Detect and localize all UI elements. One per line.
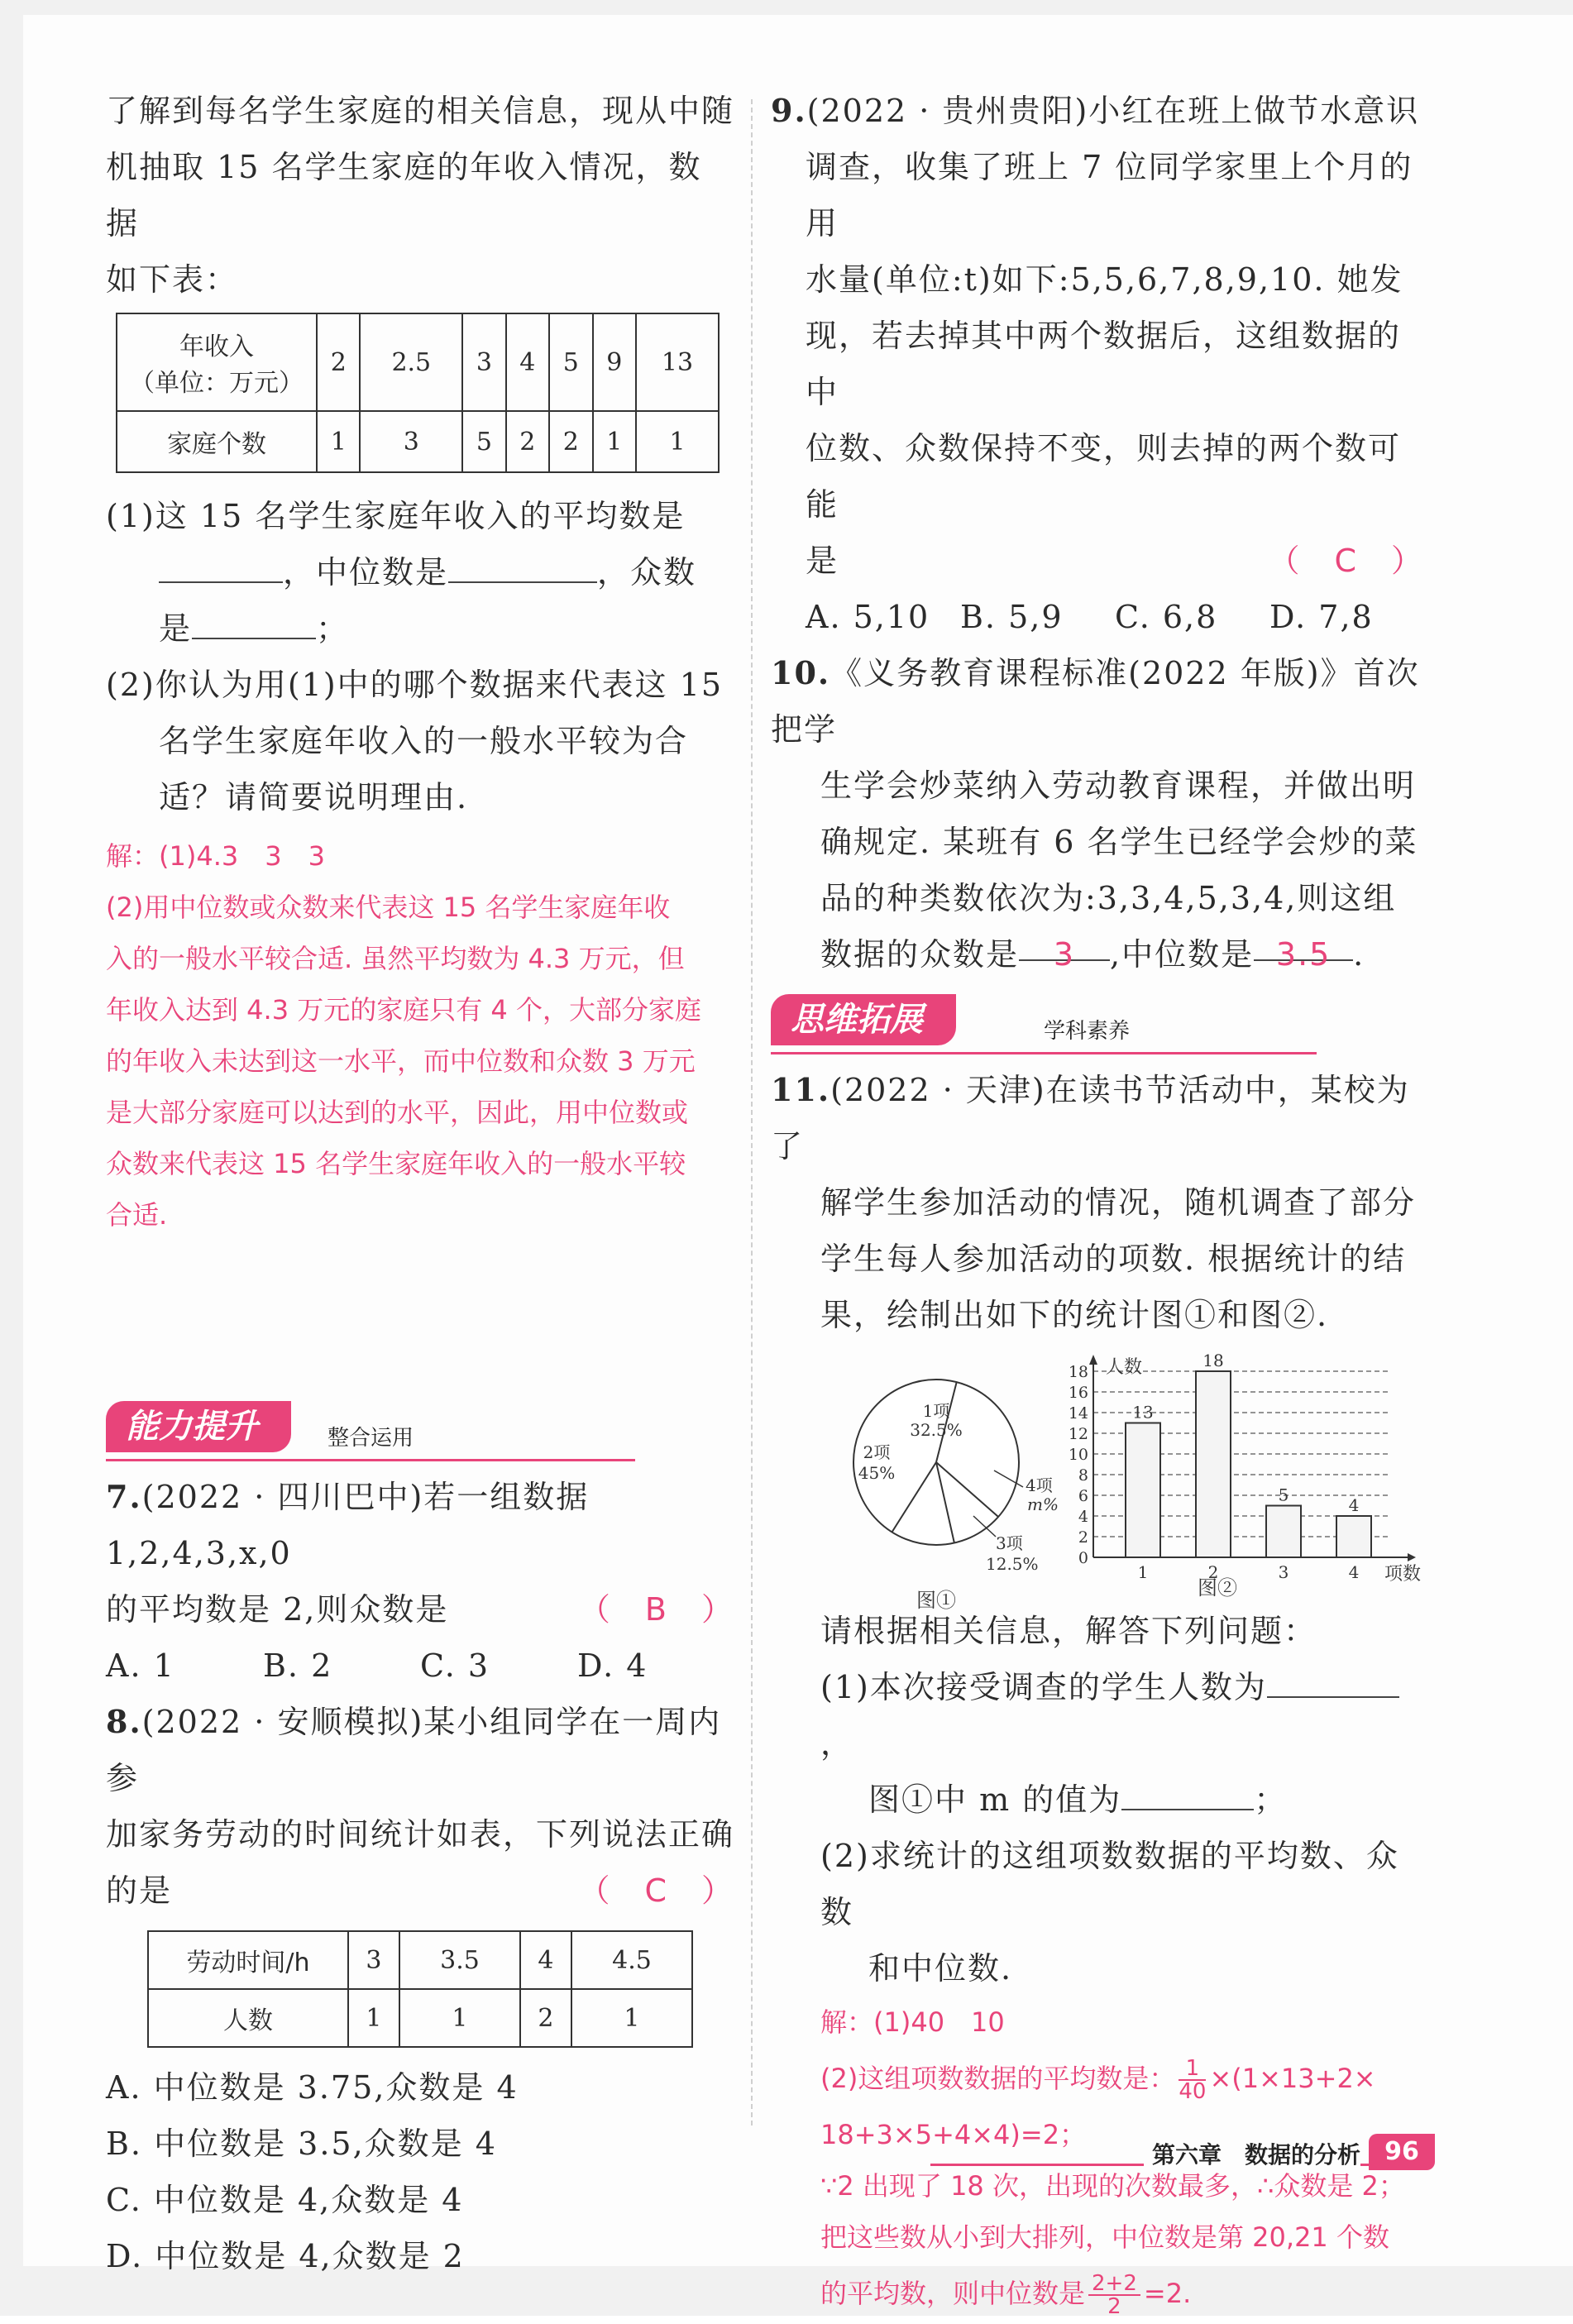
question-text: (2022 · 四川巴中)若一组数据 1,2,4,3,x,0	[106, 1479, 590, 1571]
bar-1	[1126, 1423, 1160, 1558]
solution-line: 年收入达到 4.3 万元的家庭只有 4 个，大部分家庭	[106, 994, 701, 1026]
table-cell: 1	[571, 1989, 692, 2047]
figure-1-caption: 图①	[916, 1589, 956, 1612]
question-text: (2022 · 贵州贵阳)小红在班上做节水意识	[806, 93, 1420, 129]
table-cell: 1	[348, 1989, 399, 2047]
table-cell: 1	[636, 411, 719, 472]
question-7-choices	[106, 1638, 734, 1694]
answer-blank-count[interactable]	[1267, 1663, 1399, 1698]
question-7-line2	[106, 1581, 734, 1638]
question-text: 数据的众数是	[820, 936, 1020, 973]
question-10-line: 生学会炒菜纳入劳动教育课程，并做出明	[820, 767, 1417, 804]
solution-text: (2)这组项数数据的平均数是：	[820, 2063, 1176, 2094]
bar-4	[1336, 1516, 1371, 1557]
table-cell: 2	[520, 1989, 571, 2047]
figures	[771, 1346, 1424, 1612]
question-11	[771, 1062, 1424, 1174]
q1-text: ，众数	[597, 554, 697, 591]
section-title: 思维拓展	[771, 994, 956, 1045]
answer-blank-mode[interactable]	[192, 605, 316, 639]
y-tick-label: 2	[1078, 1528, 1088, 1547]
question-2: 适？请简要说明理由.	[159, 779, 469, 815]
table-cell: 2	[506, 411, 549, 472]
answer-blank-mode[interactable]: 3	[1019, 926, 1110, 961]
y-tick-label: 6	[1078, 1487, 1088, 1505]
question-text: 是	[806, 543, 839, 579]
table-cell: 5	[549, 313, 592, 411]
solution	[106, 830, 734, 1241]
question-9-line: 位数、众数保持不变，则去掉的两个数可能	[806, 430, 1402, 523]
answer-blank-median[interactable]: 3.5	[1254, 926, 1353, 961]
bar-chart	[1060, 1346, 1424, 1603]
table-cell: 3	[348, 1931, 399, 1989]
bar-x-ticks	[1138, 1562, 1360, 1582]
choice-d[interactable]: D. 4	[577, 1647, 648, 1684]
question-text: ；	[1254, 1781, 1288, 1818]
y-tick-label: 10	[1068, 1446, 1088, 1464]
table-cell: 1	[317, 411, 360, 472]
question-text: 的平均数是 2,则众数是	[106, 1591, 449, 1628]
answer-choice: （ C ）	[1268, 543, 1424, 579]
question-9-line	[771, 533, 1424, 589]
solution-line: 18+3×5+4×4)=2；	[820, 2119, 1087, 2150]
pie-label-3: 3项	[996, 1533, 1023, 1553]
question-2: (2)你认为用(1)中的哪个数据来代表这 15	[106, 667, 724, 703]
solution-line: 解：(1)4.3 3 3	[106, 840, 325, 872]
question-10	[771, 645, 1424, 758]
fraction	[1088, 2273, 1140, 2317]
left-column	[106, 83, 734, 2284]
answer-choice: （ B ）	[578, 1591, 734, 1628]
pie-label-4-pct: m%	[1027, 1494, 1059, 1514]
table-cell: 9	[593, 313, 636, 411]
labor-table	[147, 1930, 693, 2048]
answer-blank-m[interactable]	[1121, 1776, 1254, 1810]
pie-label-4: 4项	[1026, 1475, 1053, 1495]
y-tick-label: 8	[1078, 1466, 1088, 1485]
table-cell: 4.5	[571, 1931, 692, 1989]
income-table-header	[117, 313, 317, 411]
solution-line: 把这些数从小到大排列，中位数是第 20,21 个数	[820, 2221, 1389, 2253]
choice-b[interactable]: B. 中位数是 3.5,众数是 4	[106, 2126, 497, 2162]
y-axis-arrow-icon	[1089, 1355, 1097, 1365]
table-cell: 1	[593, 411, 636, 472]
answer-blank-mean[interactable]	[159, 548, 283, 583]
table-cell: 2	[549, 411, 592, 472]
family-count-header: 家庭个数	[117, 411, 317, 472]
intro-line: 机抽取 15 名学生家庭的年收入情况，数据	[106, 149, 702, 241]
question-10-line: 确规定. 某班有 6 名学生已经学会炒的菜	[820, 824, 1418, 860]
x-tick-label: 2	[1207, 1562, 1219, 1582]
right-column	[771, 83, 1424, 2324]
bar-value-label: 4	[1348, 1495, 1360, 1515]
column-divider	[751, 99, 753, 2126]
solution-line: (2)用中位数或众数来代表这 15 名学生家庭年收	[106, 892, 671, 923]
question-text: 《义务教育课程标准(2022 年版)》首次把学	[771, 655, 1420, 748]
choice-a[interactable]: A. 5,10	[806, 599, 930, 635]
question-11-sub1-line2	[771, 1772, 1424, 1828]
question-11-prompt: 请根据相关信息，解答下列问题：	[820, 1613, 1317, 1649]
bar-3	[1266, 1506, 1301, 1558]
fraction	[1179, 2058, 1206, 2102]
page-footer	[930, 2134, 1443, 2183]
page-number: 96	[1369, 2134, 1435, 2170]
choice-c[interactable]: C. 6,8	[1115, 599, 1218, 635]
section-header-ability	[106, 1398, 635, 1464]
question-9-line: 现，若去掉其中两个数据后，这组数据的中	[806, 318, 1402, 410]
pie-label-3-pct: 12.5%	[986, 1554, 1039, 1574]
question-text: (2022 · 安顺模拟)某小组同学在一周内参	[106, 1704, 722, 1796]
question-text: 图①中 m 的值为	[868, 1781, 1122, 1818]
x-axis-arrow-icon	[1408, 1553, 1416, 1561]
question-10-line	[771, 926, 1424, 983]
question-11-sub2-line2: 和中位数.	[868, 1950, 1013, 1987]
section-header-thinking	[771, 991, 1317, 1057]
solution-line: 解：(1)40 10	[820, 2006, 1005, 2038]
income-header-line2: （单位：万元）	[130, 369, 304, 398]
question-7	[106, 1469, 734, 1581]
bar-value-label: 5	[1278, 1485, 1289, 1505]
question-1-line3	[106, 600, 734, 657]
table-cell: 1	[399, 1989, 520, 2047]
question-9-line: 调查，收集了班上 7 位同学家里上个月的用	[806, 149, 1413, 241]
bar-y-ticks	[1069, 1363, 1088, 1567]
solution-line: 是大部分家庭可以达到的水平，因此，用中位数或	[106, 1097, 689, 1128]
x-axis-label: 项数	[1384, 1564, 1422, 1585]
y-tick-label: 4	[1078, 1508, 1088, 1526]
question-text: (2022 · 天津)在读书节活动中，某校为了	[771, 1072, 1410, 1164]
section-underline	[771, 1052, 1317, 1054]
solution-line: 入的一般水平较合适. 虽然平均数为 4.3 万元，但	[106, 943, 685, 974]
q1-text: ；	[316, 610, 350, 647]
pie-label-1-pct: 32.5%	[910, 1420, 963, 1440]
section-underline	[106, 1459, 635, 1461]
people-count-header: 人数	[148, 1989, 348, 2047]
intro-line: 如下表：	[106, 261, 239, 298]
choice-a[interactable]: A. 1	[106, 1647, 175, 1684]
intro-line: 了解到每名学生家庭的相关信息，现从中随	[106, 93, 735, 129]
question-number: 10.	[771, 654, 831, 691]
solution-line: 众数来代表这 15 名学生家庭年收入的一般水平较	[106, 1148, 686, 1179]
question-11-line: 解学生参加活动的情况，随机调查了部分	[820, 1184, 1417, 1221]
question-11-sub2: (2)求统计的这组项数数据的平均数、众数	[820, 1838, 1399, 1930]
solution-line: 合适.	[106, 1199, 168, 1231]
solution-text: =2.	[1143, 2278, 1192, 2309]
answer-blank-median[interactable]	[448, 548, 597, 583]
pie-label-1: 1项	[922, 1401, 950, 1421]
solution-line: 的年收入未达到这一水平，而中位数和众数 3 万元	[106, 1045, 696, 1077]
solution-line: ∵2 出现了 18 次，出现的次数最多，∴众数是 2；	[820, 2170, 1405, 2202]
q1-text: ，中位数是	[283, 554, 449, 591]
question-text: 的是	[106, 1872, 173, 1909]
question-text: .	[1353, 936, 1365, 973]
table-cell: 13	[636, 313, 719, 411]
question-8-line3	[106, 1863, 734, 1919]
question-8-line2: 加家务劳动的时间统计如表，下列说法正确	[106, 1816, 735, 1853]
figure-2-caption: 图②	[1198, 1576, 1237, 1600]
x-tick-label: 4	[1348, 1562, 1360, 1582]
table-cell: 2.5	[360, 313, 462, 411]
solution-text: 的平均数，则中位数是	[820, 2278, 1086, 2309]
table-cell: 3	[360, 411, 462, 472]
y-axis-label: 人数	[1106, 1357, 1143, 1378]
x-tick-label: 1	[1137, 1562, 1149, 1582]
question-8	[106, 1694, 734, 1806]
comma: ，	[820, 1725, 854, 1762]
income-header-line1: 年收入	[179, 332, 254, 361]
choice-b[interactable]: B. 5,9	[960, 599, 1064, 635]
question-text: ,中位数是	[1110, 936, 1255, 973]
pie-label-2: 2项	[863, 1442, 891, 1462]
pie-label-2-pct: 45%	[858, 1463, 896, 1483]
x-tick-label: 3	[1278, 1562, 1289, 1582]
y-tick-label: 14	[1068, 1404, 1088, 1423]
question-number: 7.	[106, 1478, 142, 1515]
table-cell: 3	[462, 313, 505, 411]
solution-text: ×(1×13+2×	[1209, 2063, 1376, 2094]
question-11-line: 学生每人参加活动的项数. 根据统计的结	[820, 1241, 1407, 1277]
scan-edge-left	[0, 0, 23, 2316]
choice-b[interactable]: B. 2	[263, 1647, 333, 1684]
table-cell: 4	[506, 313, 549, 411]
choice-c[interactable]: C. 中位数是 4,众数是 4	[106, 2182, 464, 2218]
section-title: 能力提升	[106, 1401, 291, 1452]
y-tick-label: 18	[1068, 1363, 1088, 1381]
question-1-line2	[106, 544, 734, 600]
pie-chart	[820, 1371, 1093, 1619]
y-tick-label: 12	[1068, 1425, 1088, 1443]
labor-time-header: 劳动时间/h	[148, 1931, 348, 1989]
choice-c[interactable]: C. 3	[420, 1647, 490, 1684]
fraction-denominator: 40	[1179, 2079, 1207, 2104]
table-cell: 5	[462, 411, 505, 472]
question-9-line: 水量(单位:t)如下:5,5,6,7,8,9,10. 她发	[806, 261, 1403, 298]
fraction-denominator: 2	[1107, 2294, 1121, 2319]
q1-text: 是	[159, 610, 193, 647]
table-cell: 3.5	[399, 1931, 520, 1989]
question-1: (1)这 15 名学生家庭年收入的平均数是	[106, 498, 686, 534]
income-table	[116, 313, 720, 473]
table-cell: 2	[317, 313, 360, 411]
bar-value-label: 13	[1132, 1402, 1154, 1423]
y-tick-label: 16	[1068, 1384, 1088, 1402]
fraction-numerator: 1	[1179, 2058, 1206, 2081]
solution-line	[820, 2263, 1424, 2324]
question-number: 11.	[771, 1071, 831, 1108]
question-10-line: 品的种类数依次为:3,3,4,5,3,4,则这组	[820, 880, 1397, 916]
scan-edge-top	[0, 0, 1573, 15]
answer-choice: （ C ）	[578, 1872, 734, 1909]
question-text: (1)本次接受调查的学生人数为	[820, 1669, 1267, 1705]
bar-value-label: 18	[1202, 1351, 1224, 1370]
choice-d[interactable]: D. 7,8	[1269, 599, 1374, 635]
section-subtitle: 整合运用	[328, 1426, 414, 1451]
chapter-title: 第六章 数据的分析	[1144, 2137, 1360, 2170]
y-tick-label: 0	[1078, 1549, 1088, 1567]
choice-d[interactable]: D. 中位数是 4,众数是 2	[106, 2238, 465, 2274]
question-9-choices	[771, 589, 1424, 645]
question-number: 8.	[106, 1703, 142, 1740]
question-number: 9.	[771, 92, 807, 129]
question-11-line: 果，绘制出如下的统计图①和图②.	[820, 1297, 1329, 1333]
choice-a[interactable]: A. 中位数是 3.75,众数是 4	[106, 2069, 519, 2106]
question-2: 名学生家庭年收入的一般水平较为合	[159, 723, 689, 759]
bar-2	[1196, 1371, 1231, 1557]
question-11-sub1	[771, 1659, 1424, 1772]
question-9	[771, 83, 1424, 139]
section-subtitle: 学科素养	[1044, 1019, 1131, 1044]
fraction-numerator: 2+2	[1088, 2273, 1140, 2296]
solution-line	[820, 2048, 1424, 2109]
table-cell: 4	[520, 1931, 571, 1989]
